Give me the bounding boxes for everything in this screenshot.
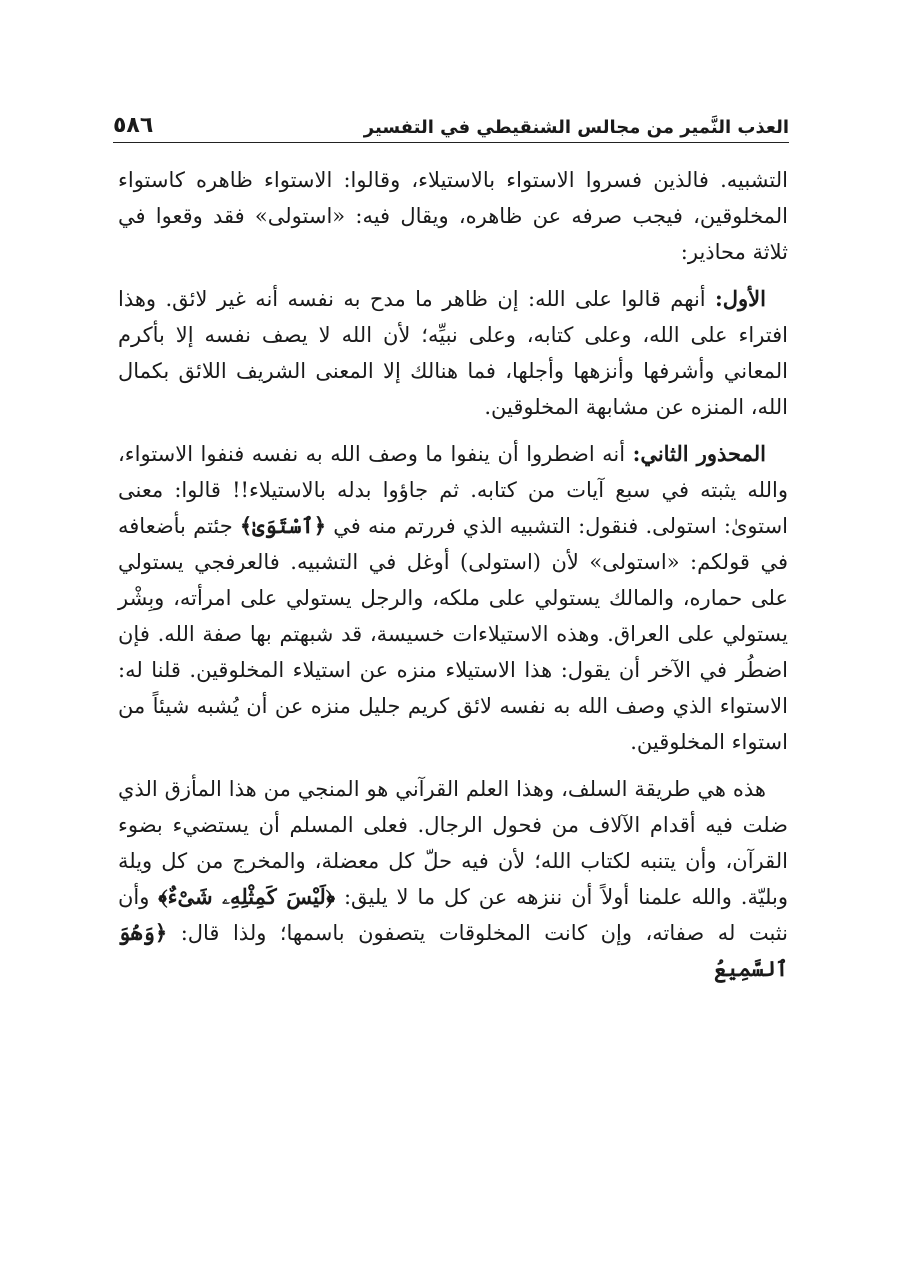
body-text (118, 162, 788, 998)
paragraph-text: هذه هي طريقة السلف، وهذا العلم القرآني هو المنجي من هذا المأزق الذي ضلت فيه أقدام الآلاف من فحول الرجال. فعلى المسلم أن يستضيء بضوء القرآن، وأن يتنبه لكتاب الله؛ لأن فيه حلّ كل معضلة، والمخرج من كل ويلة وبليّة. والله علمنا أولاً أن ننزهه عن كل ما لا يليق: (118, 777, 788, 909)
paragraph-text: أنهم قالوا على الله: إن ظاهر ما مدح به نفسه أنه غير لائق. وهذا افتراء على الله، وعلى كتابه، وعلى نبيِّه؛ لأن الله لا يصف نفسه إلا بأكرم المعاني وأشرفها وأنزهها وأجلها، فما هنالك إلا المعنى الشريف اللائق بكمال الله، المنزه عن مشابهة المخلوقين. (118, 287, 788, 419)
paragraph-2 (118, 281, 788, 425)
paragraph-3 (118, 436, 788, 760)
paragraph-text: وأن نثبت له صفاته، وإن كانت المخلوقات يتصفون باسمها؛ ولذا قال: (118, 885, 788, 945)
quran-quote: ﴿وَهُوَ ٱلسَّمِيعُ (118, 920, 788, 981)
paragraph-text: التشبيه. فالذين فسروا الاستواء بالاستيلاء، وقالوا: الاستواء ظاهره كاستواء المخلوقين، فيجب صرفه عن ظاهره، ويقال فيه: «استولى» فقد وقعوا في ثلاثة محاذير: (118, 168, 788, 264)
paragraph-1 (118, 162, 788, 270)
paragraph-4 (118, 771, 788, 987)
page-header (113, 108, 789, 138)
paragraph-lead: المحذور الثاني: (632, 441, 766, 466)
running-title: العذب النَّمير من مجالس الشنقيطي في التفسير (363, 117, 789, 138)
paragraph-lead: الأول: (715, 286, 766, 311)
paragraph-text: أنه اضطروا أن ينفوا ما وصف الله به نفسه فنفوا الاستواء، والله يثبته في سبع آيات من كتابه. ثم جاؤوا بدله بالاستيلاء!! قالوا: معنى استوىٰ: استولى. فنقول: التشبيه الذي فررتم منه في (118, 442, 788, 538)
page-number: ٥٨٦ (113, 113, 154, 138)
quran-quote: ﴿لَيْسَ كَمِثْلِهِۦ شَىْءٌ﴾ (158, 884, 336, 909)
header-rule (113, 142, 789, 143)
paragraph-text: جئتم بأضعافه في قولكم: «استولى» لأن (استولى) أوغل في التشبيه. فالعرفجي يستولي على حماره، والمالك يستولي على ملكه، والرجل يستولي على امرأته، وبِشْر يستولي على العراق. وهذه الاستيلاءات خسيسة، قد شبهتم بها صفة الله. فإن اضطُر في الآخر أن يقول: هذا الاستيلاء منزه عن استيلاء المخلوقين. قلنا له: الاستواء الذي وصف الله به نفسه لائق كريم جليل منزه عن أن يُشبه شيئاً من استواء المخلوقين. (118, 514, 788, 754)
quran-quote: ﴿ٱسْتَوَىٰ﴾ (239, 513, 327, 538)
